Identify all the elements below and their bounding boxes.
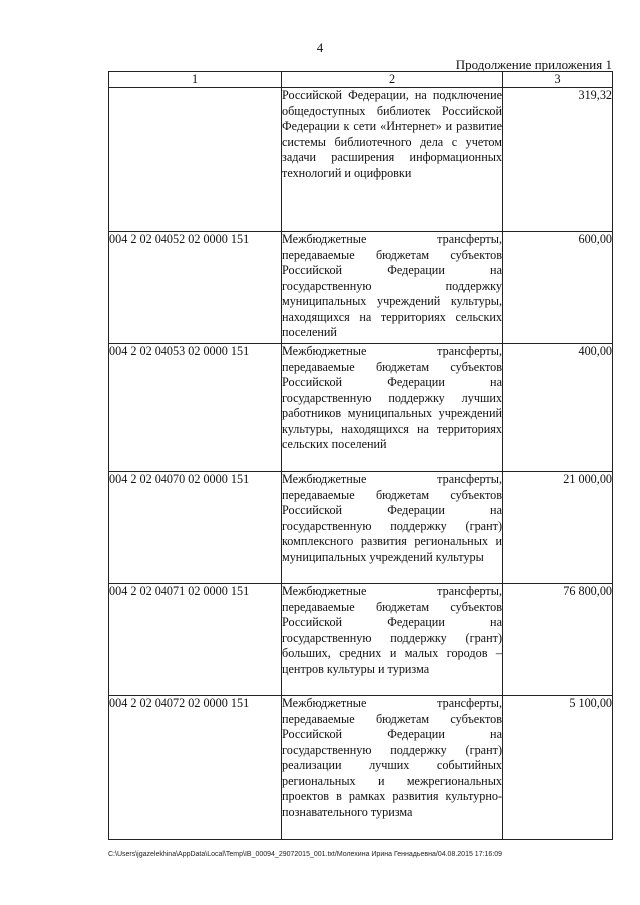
row-description	[282, 584, 503, 696]
row-description	[282, 344, 503, 472]
row-amount: 21 000,00	[503, 472, 613, 584]
page-number: 4	[316, 40, 324, 55]
row-amount: 600,00	[503, 232, 613, 344]
row-amount: 5 100,00	[503, 696, 613, 840]
row-code: 004 2 02 04070 02 0000 151	[109, 472, 282, 584]
column-header-2: 2	[282, 72, 503, 88]
row-description	[282, 696, 503, 840]
table-header-row	[109, 72, 613, 88]
row-description	[282, 472, 503, 584]
table-row	[109, 472, 613, 584]
appendix-table	[108, 71, 613, 840]
table-row	[109, 696, 613, 840]
row-description-text: Российской Федерации, на подключение общедоступных библиотек Российской Федерации к сети «Интернет» и развитие системы библиотечного дела с учетом задачи расширения информационных технологий и оцифровки	[282, 88, 502, 180]
row-description	[282, 232, 503, 344]
column-header-3: 3	[503, 72, 613, 88]
row-code: 004 2 02 04072 02 0000 151	[109, 696, 282, 840]
row-description	[282, 88, 503, 232]
row-code: 004 2 02 04052 02 0000 151	[109, 232, 282, 344]
row-code: 004 2 02 04071 02 0000 151	[109, 584, 282, 696]
row-description-text: Межбюджетные трансферты, передаваемые бюджетам субъектов Российской Федерации на государственную поддержку муниципальных учреждений культуры, находящихся на территориях сельских поселений	[282, 232, 502, 339]
footer-file-path: C:\Users\jgazelekhina\AppData\Local\Temp\IB_00094_29072015_001.txt/Молехина Ирина Геннадьевна/04.08.2015 17:16:09	[108, 851, 503, 858]
row-code	[109, 88, 282, 232]
table-row	[109, 584, 613, 696]
row-amount: 400,00	[503, 344, 613, 472]
column-header-1: 1	[109, 72, 282, 88]
table-row	[109, 232, 613, 344]
continuation-label: Продолжение приложения 1	[455, 57, 612, 72]
row-code: 004 2 02 04053 02 0000 151	[109, 344, 282, 472]
row-amount: 319,32	[503, 88, 613, 232]
row-description-text: Межбюджетные трансферты, передаваемые бюджетам субъектов Российской Федерации на государственную поддержку (грант) реализации лучших событийных региональных и межрегиональных проектов в рамках развития культурно-познавательного туризма	[282, 696, 502, 819]
row-description-text: Межбюджетные трансферты, передаваемые бюджетам субъектов Российской Федерации на государственную поддержку (грант) комплексного развития региональных и муниципальных учреждений культуры	[282, 472, 502, 564]
row-description-text: Межбюджетные трансферты, передаваемые бюджетам субъектов Российской Федерации на государственную поддержку (грант) больших, средних и малых городов – центров культуры и туризма	[282, 584, 502, 676]
table-row	[109, 88, 613, 232]
row-amount: 76 800,00	[503, 584, 613, 696]
table-row	[109, 344, 613, 472]
row-description-text: Межбюджетные трансферты, передаваемые бюджетам субъектов Российской Федерации на государственную поддержку лучших работников муниципальных учреждений культуры, находящихся на территориях сельских поселений	[282, 344, 502, 451]
